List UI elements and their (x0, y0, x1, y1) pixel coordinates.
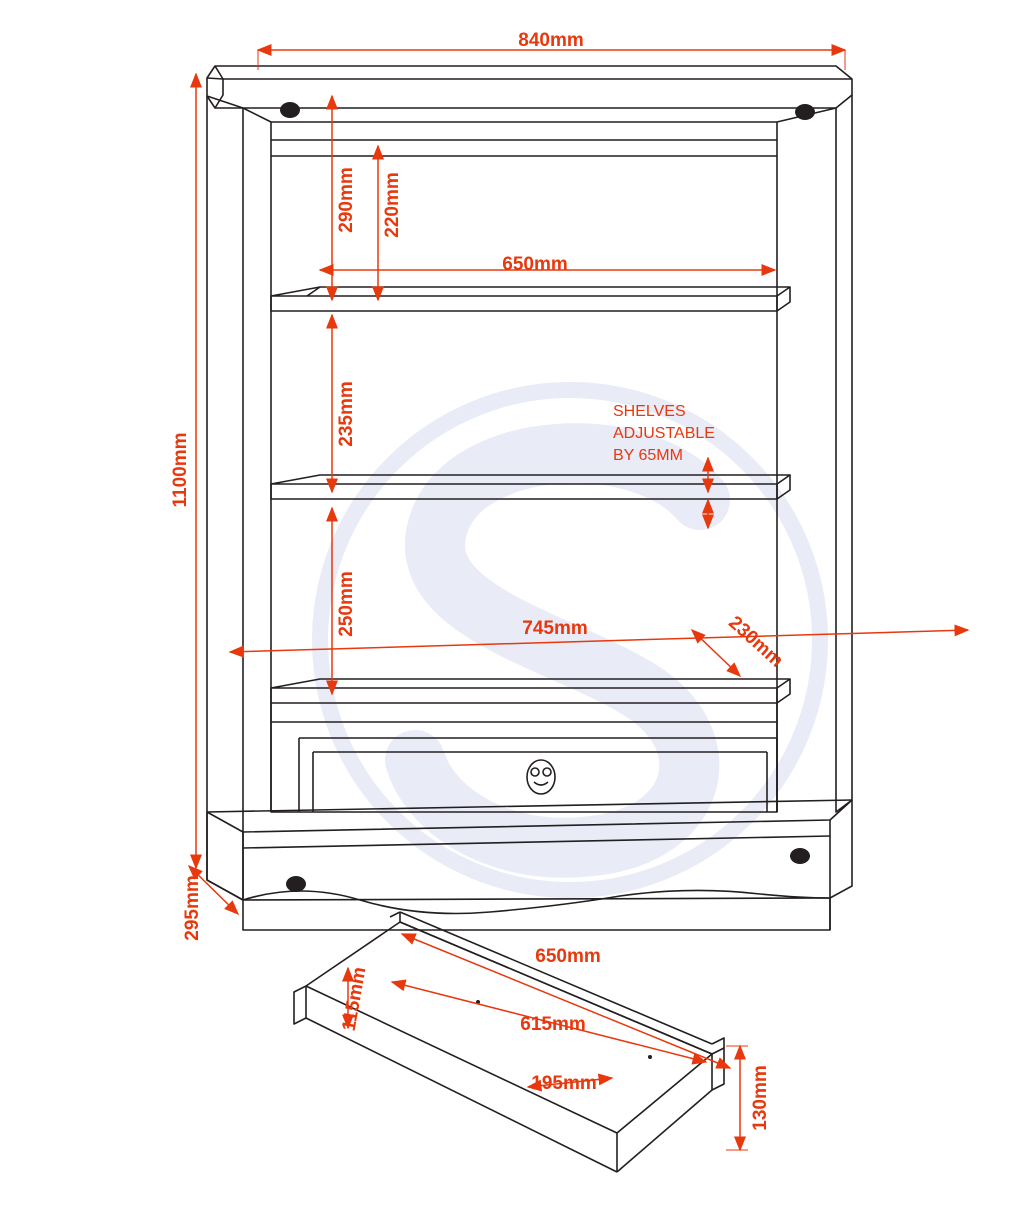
dim-lower-gap: 250mm (336, 571, 357, 637)
note-line-2: ADJUSTABLE (613, 425, 715, 442)
dim-top-gap-inner: 220mm (382, 172, 403, 238)
drawer-outline (294, 912, 724, 1172)
dim-shelf-depth: 230mm (724, 612, 788, 672)
note-line-1: SHELVES (613, 403, 686, 420)
dim-middle-gap: 235mm (336, 381, 357, 447)
dim-overall-height: 1100mm (170, 432, 191, 508)
dim-drawer-inner-length: 615mm (520, 1014, 586, 1035)
dim-drawer-inner-width: 195mm (531, 1073, 597, 1094)
dimension-lines (189, 50, 968, 1150)
dim-shelf-width-upper: 650mm (502, 254, 568, 275)
dim-drawer-outer-length: 650mm (535, 946, 601, 967)
dim-drawer-height: 130mm (750, 1065, 771, 1131)
dim-overall-depth: 295mm (182, 875, 203, 941)
dim-top-gap-outer: 290mm (336, 167, 357, 233)
dim-drawer-inner-height: 115mm (338, 965, 371, 1033)
drawer-handle-icon (527, 760, 555, 794)
note-line-3: BY 65MM (613, 447, 683, 464)
dim-overall-width: 840mm (518, 30, 584, 51)
dim-base-width: 745mm (522, 618, 588, 639)
